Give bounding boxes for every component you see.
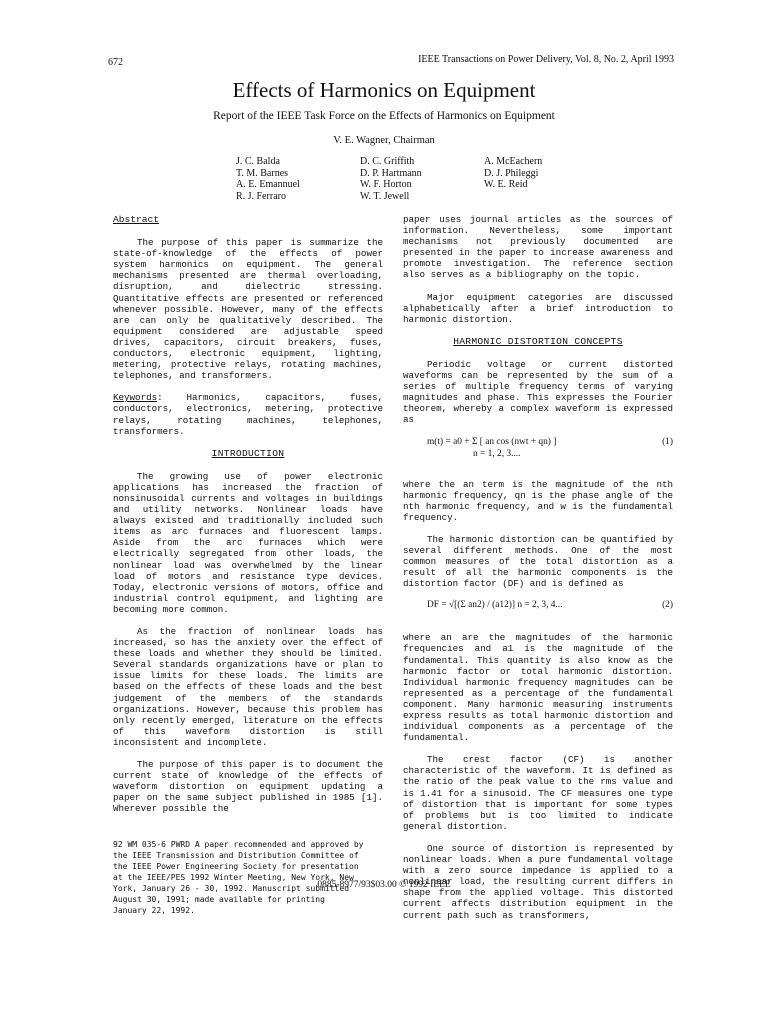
keywords-label: Keywords xyxy=(113,392,158,404)
page-number: 672 xyxy=(108,57,123,68)
left-column xyxy=(113,214,383,916)
intro-paragraph-3: The purpose of this paper is to document the current state of knowledge of the effects of waveform distortion on equipment updating a paper on the same subject published in 1985 [1]. Wherever possible the xyxy=(113,759,383,815)
right-paragraph-4: where the an term is the magnitude of the nth harmonic frequency, qn is the phase angle of the nth harmonic frequency, and w is the fundamental frequency. xyxy=(403,478,673,523)
copyright-line: 0885-8977/93$03.00 © 1992 IEEE xyxy=(317,880,451,890)
author-column-2 xyxy=(360,156,422,202)
right-paragraph-5: The harmonic distortion can be quantified by several different methods. One of the most common measures of the total distortion as a result of all the harmonic components is the distortion factor (DF) and is defined as xyxy=(403,533,673,590)
author-column-3 xyxy=(484,156,542,191)
author-name: D. C. Griffith xyxy=(360,156,415,167)
author-name: D. P. Hartmann xyxy=(360,167,422,179)
author-name: A. E. Emannuel xyxy=(236,179,300,191)
abstract-text: The purpose of this paper is summarize the state-of-knowledge of the effects of power system harmonics on equipment. The general mechanisms presented are thermal overloading, disruption, and dielectric stressing. Quantitative effects are presented or referenced whenever possible. However, many of the effects are can only be qualitatively described. The equipment considered are adjustable speed drives, capacitors, circuit breakers, fuses, conductors, electronic equipment, lighting, metering, protective relays, rotating machines, telephones, and transformers. xyxy=(113,237,383,382)
author-name: T. M. Barnes xyxy=(236,167,289,179)
equation-1 xyxy=(403,437,673,467)
right-paragraph-7: The crest factor (CF) is another characteristic of the waveform. It is defined as the ratio of the peak value to the rms value and is 1.41 for a sinusoid. The CF measures one type of distortion that is important for some types of problems but is too limited to indicate general distortion. xyxy=(403,754,673,832)
keywords xyxy=(113,392,383,436)
paper-subtitle: Report of the IEEE Task Force on the Effects of Harmonics on Equipment xyxy=(213,110,555,122)
intro-paragraph-2: As the fraction of nonlinear loads has increased, so has the anxiety over the effect of these loads and whether they should be limited. Several standards organizations have or plan to issue limits for these loads. The limits are based on the effects of these loads and the best judgement of the members of the standards organizations. However, because this problem has only recently emerged, literature on the effects of this waveform distortion is still inconsistent and incomplete. xyxy=(113,626,383,748)
introduction-heading: INTRODUCTION xyxy=(211,447,285,459)
author-name: A. McEachern xyxy=(484,156,543,167)
author-name: W. E. Reid xyxy=(484,179,528,191)
equation-1-number: (1) xyxy=(662,436,673,447)
equation-2 xyxy=(403,600,673,620)
equation-1-range: n = 1, 2, 3.... xyxy=(473,448,521,459)
right-paragraph-1: paper uses journal articles as the sources of information. Nevertheless, some important mechanisms not previously documented are presented in the paper to increase awareness and promote investigation. The reference section also serves as a bibliography on the topic. xyxy=(403,214,673,281)
equation-2-expression: DF = √[(Σ an2) / (a12)] n = 2, 3, 4... xyxy=(427,600,563,611)
right-column xyxy=(403,214,673,932)
footnote: 92 WM 035-6 PWRD A paper recommended and approved by the IEEE Transmission and Distribution Committee of the IEEE Power Engineering Society for presentation at the IEEE/PES 1992 Winter Meeting, New York, New York, January 26 - 30, 1992. Manuscript submitted August 30, 1991; made available for printing January 22, 1992. xyxy=(113,839,364,915)
right-paragraph-8: One source of distortion is represented by nonlinear loads. When a pure fundamental voltage with a zero source impedance is applied to a nonlinear load, the resulting current differs in shape from the applied voltage. This distorted current affects distribution equipment in the current path such as transformers, xyxy=(403,842,673,921)
author-name: R. J. Ferraro xyxy=(236,190,286,202)
journal-header: IEEE Transactions on Power Delivery, Vol. 8, No. 2, April 1993 xyxy=(418,54,674,65)
keywords-text: : Harmonics, capacitors, fuses, conductors, electronics, metering, protective relays, rotating machines, telephones, transformers. xyxy=(113,392,383,437)
equation-1-expression: m(t) = a0 + Σ [ an cos (nwt + qn) ] xyxy=(427,436,557,447)
author-column-1 xyxy=(236,156,300,202)
intro-paragraph-1: The growing use of power electronic applications has increased the fraction of nonsinusoidal currents and voltages in buildings and utility networks. Nonlinear loads have always existed and traditionally included such items as arc furnaces and fluorescent lamps. Aside from the arc furnaces which were electrically segregated from other loads, the nonlinear load was overwhelmed by the linear load of motors and resistance type devices. Today, electronic versions of motors, office and industrial control equipment, and lighting are becoming more common. xyxy=(113,470,383,615)
chairman: V. E. Wagner, Chairman xyxy=(333,135,435,146)
equation-2-number: (2) xyxy=(662,600,673,611)
right-paragraph-2: Major equipment categories are discussed alphabetically after a brief introduction to harmonic distortion. xyxy=(403,291,673,325)
author-name: W. T. Jewell xyxy=(360,190,410,202)
right-paragraph-6: where an are the magnitudes of the harmonic frequencies and a1 is the magnitude of the fundamental. This quantity is also know as the harmonic factor or total harmonic distortion. Individual harmonic frequency magnitudes can be represented as a percentage of the fundamental component. Many harmonic measuring instruments express results as total harmonic distortion and individual components as a percentage of the fundamental. xyxy=(403,632,673,744)
author-name: D. J. Phileggi xyxy=(484,167,539,179)
harmonic-distortion-heading: HARMONIC DISTORTION CONCEPTS xyxy=(453,335,623,347)
paper-title: Effects of Harmonics on Equipment xyxy=(232,78,536,102)
abstract-heading: Abstract xyxy=(113,214,160,225)
right-paragraph-3: Periodic voltage or current distorted waveforms can be represented by the sum of a series of multiple frequency terms of varying magnitudes and phase. This expresses the Fourier theorem, whereby a complex waveform is expressed as xyxy=(403,358,673,426)
author-name: J. C. Balda xyxy=(236,156,280,167)
author-name: W. F. Horton xyxy=(360,179,412,191)
